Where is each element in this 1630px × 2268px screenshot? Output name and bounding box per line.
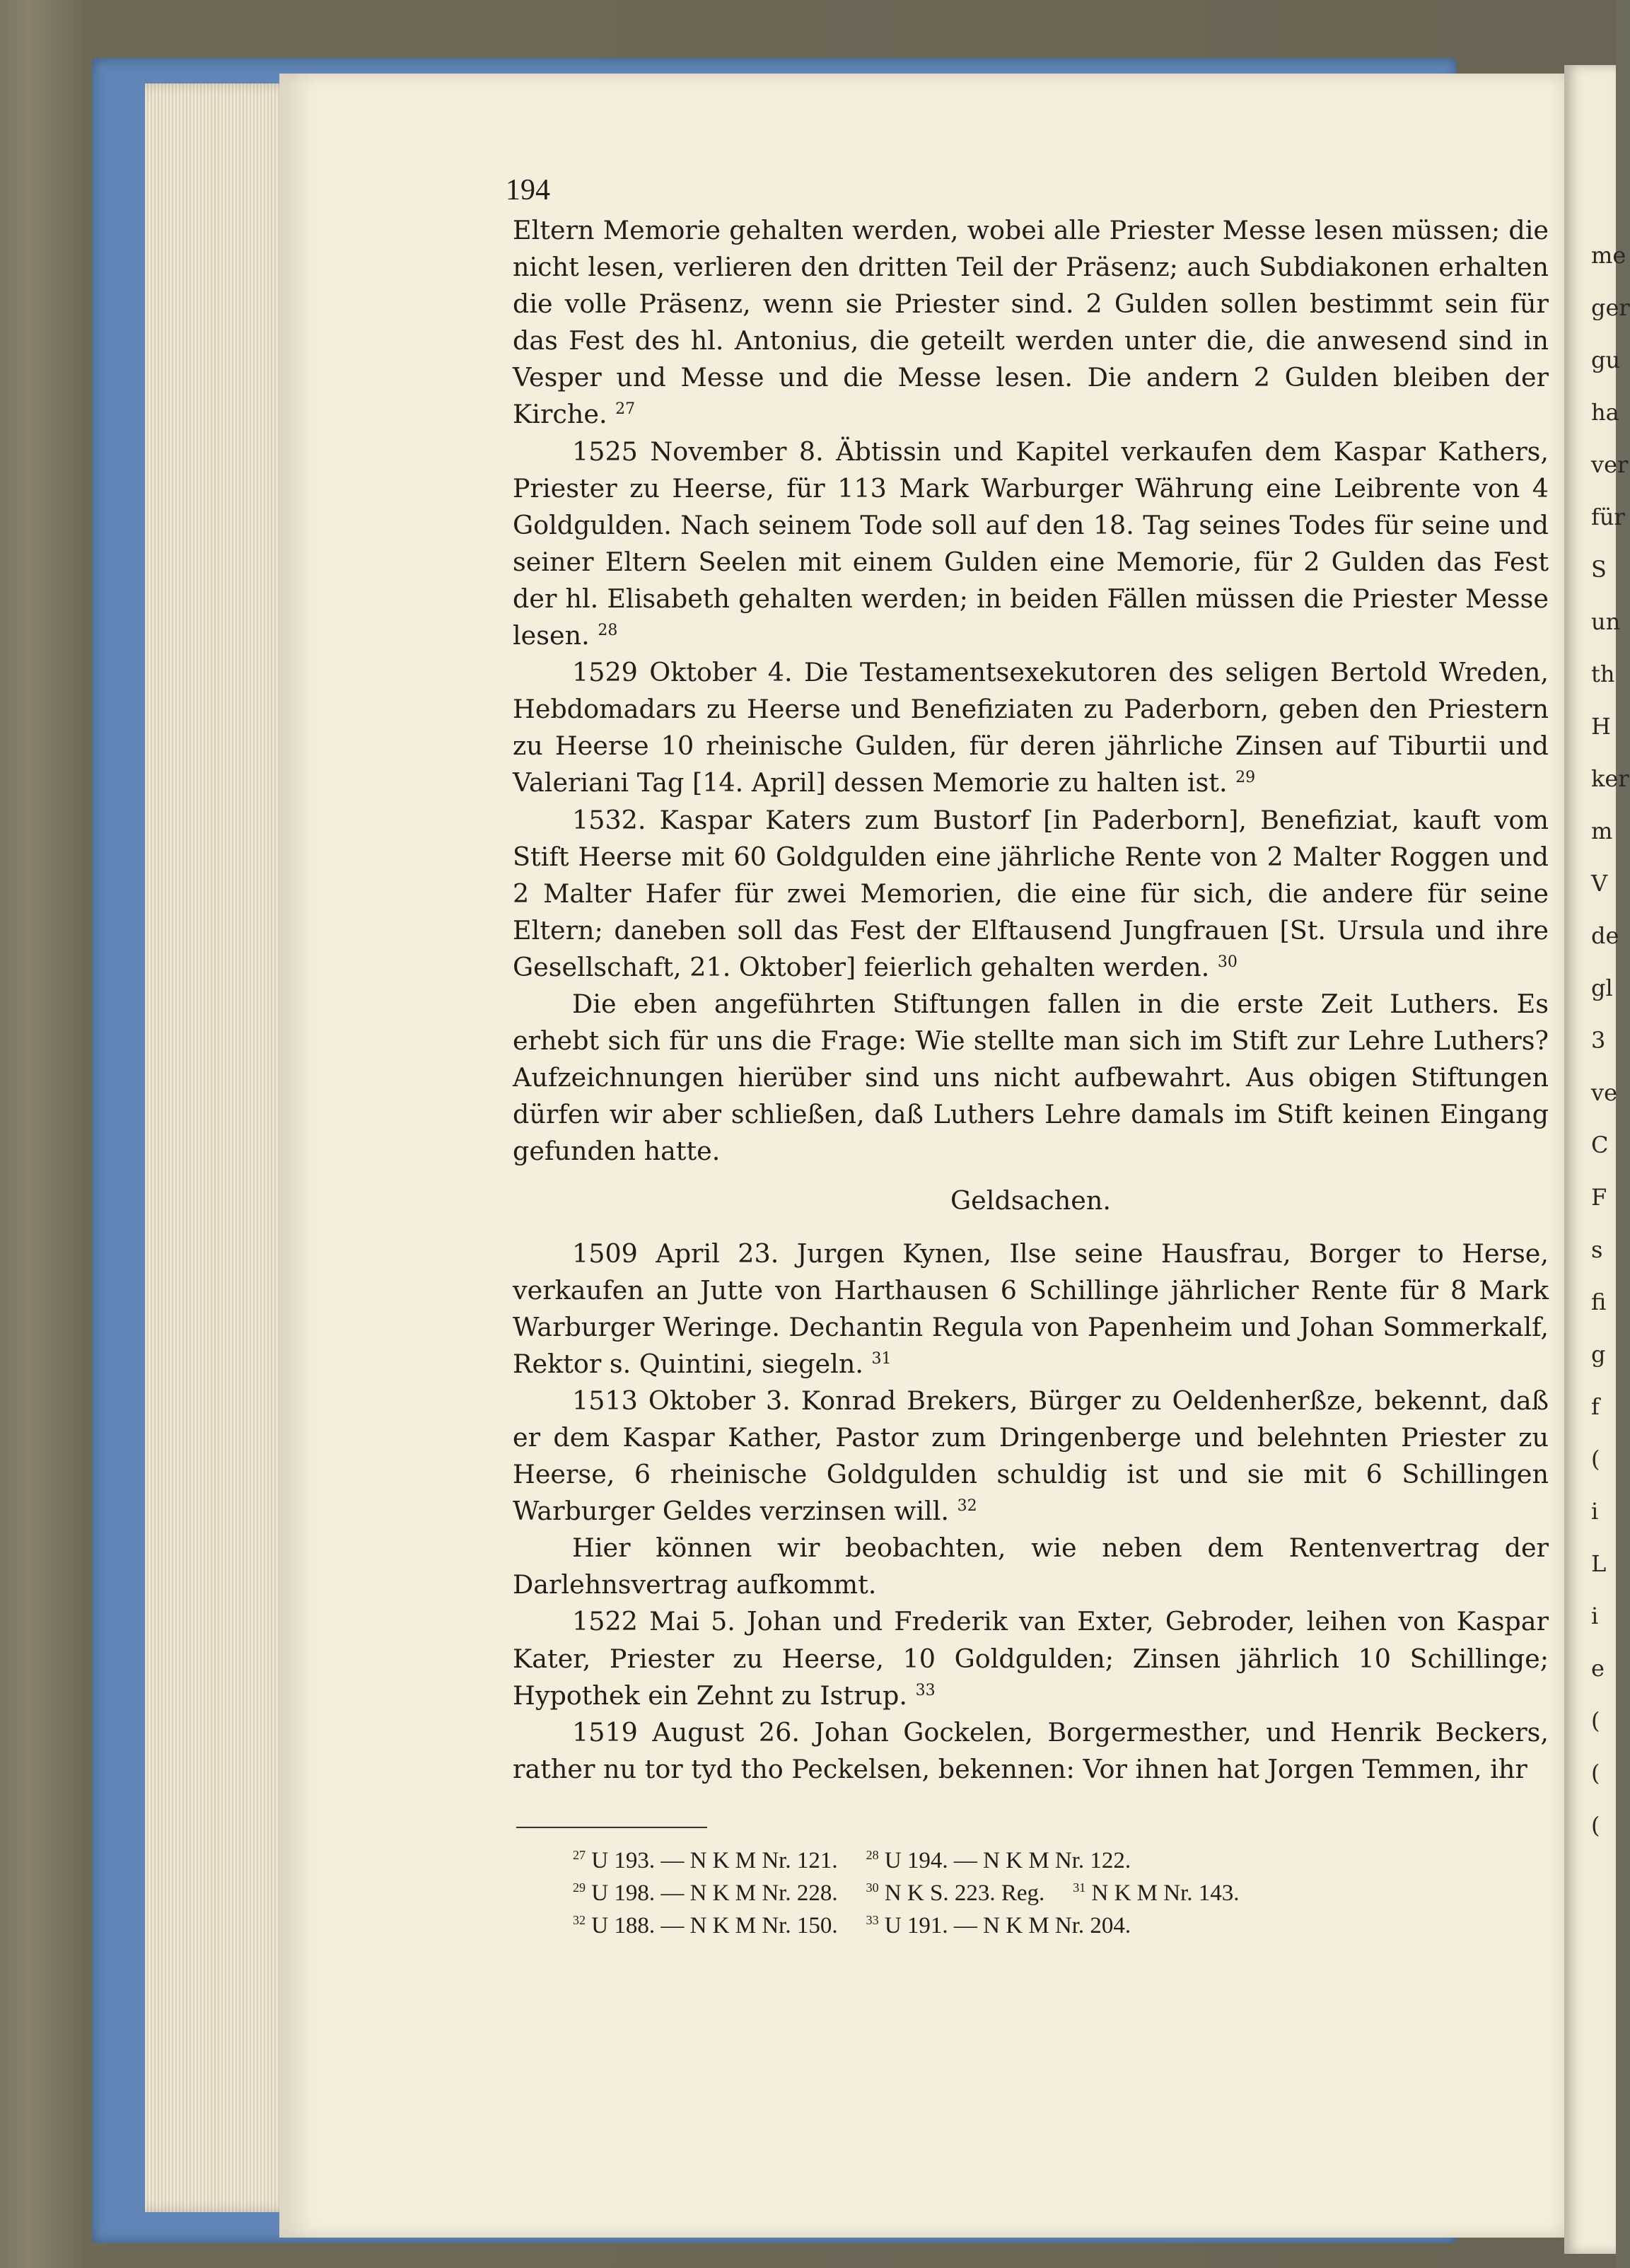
- facing-page-fragment: ha: [1591, 399, 1619, 426]
- page-edges: [145, 83, 301, 2212]
- footnote: [573, 1844, 838, 1877]
- footnote: [573, 1909, 838, 1942]
- footnote-row: [573, 1909, 1549, 1942]
- paragraph-text: 1509 April 23. Jurgen Kynen, Ilse seine Hausfrau, Borger to Herse, verkaufen an Jutte von Harthausen 6 Schillinge jährlicher Rente für 8 Mark Warburger Weringe. Dechantin Regula von Papenheim und Johan Sommerkalf, Rektor s. Quintini, siegeln.: [513, 1238, 1549, 1379]
- paragraph-text: Geldsachen.: [950, 1185, 1111, 1216]
- facing-page-fragment: m: [1591, 818, 1613, 844]
- footnote-row: [573, 1844, 1549, 1877]
- facing-page-fragment: e: [1591, 1655, 1605, 1682]
- facing-page-fragment: f: [1591, 1393, 1600, 1420]
- paragraph-text: 1529 Oktober 4. Die Testamentsexekutoren des seligen Bertold Wreden, Hebdomadars zu Heerse und Benefiziaten zu Paderborn, geben den Priestern zu Heerse 10 rheinische Gulden, für deren jährliche Zinsen auf Tiburtii und Valeriani Tag [14. April] dessen Memorie zu halten ist.: [513, 657, 1549, 798]
- footnote-text: N K M Nr. 143.: [1085, 1880, 1240, 1906]
- facing-page-fragment: 3: [1591, 1027, 1606, 1054]
- facing-page-fragment: (: [1591, 1446, 1600, 1472]
- footnote: [866, 1844, 1131, 1877]
- facing-page-fragment: g: [1591, 1341, 1606, 1368]
- facing-page-fragment: ker: [1591, 765, 1629, 792]
- facing-page-fragment: L: [1591, 1550, 1607, 1577]
- facing-page-fragment: i: [1591, 1603, 1599, 1629]
- paragraph: [513, 802, 1549, 986]
- facing-page-edge: [1564, 65, 1630, 2254]
- footnote-text: U 188. — N K M Nr. 150.: [586, 1913, 838, 1938]
- footnote-marker: 30: [1217, 953, 1238, 971]
- paragraph: [513, 1235, 1549, 1383]
- facing-page-fragment: V: [1591, 870, 1608, 897]
- facing-page-fragment: F: [1591, 1184, 1607, 1211]
- footnotes: [573, 1844, 1549, 1942]
- facing-page-fragment: ver: [1591, 451, 1629, 478]
- paragraph: [513, 1603, 1549, 1714]
- facing-page-fragment: fi: [1591, 1289, 1607, 1315]
- paragraph-text: 1519 August 26. Johan Gockelen, Borgermesther, und Henrik Beckers, rather nu tor tyd tho Peckelsen, bekennen: Vor ihnen hat Jorgen Temmen, ihr: [513, 1716, 1549, 1784]
- footnote-text: U 198. — N K M Nr. 228.: [586, 1880, 838, 1906]
- footnote: [866, 1909, 1131, 1942]
- footnote-number: 33: [866, 1913, 879, 1927]
- facing-page-fragment: (: [1591, 1707, 1600, 1734]
- main-text: [513, 212, 1549, 1788]
- footnote: [866, 1877, 1045, 1909]
- footnote-text: U 191. — N K M Nr. 204.: [878, 1913, 1131, 1938]
- paragraph: [513, 1383, 1549, 1530]
- facing-page-fragment: i: [1591, 1498, 1599, 1525]
- footnote-marker: 32: [957, 1497, 977, 1516]
- footnote: [573, 1877, 838, 1909]
- facing-page-fragment: de: [1591, 922, 1619, 949]
- paragraph-text: Hier können wir beobachten, wie neben dem Rentenvertrag der Darlehnsvertrag aufkommt.: [513, 1533, 1549, 1600]
- facing-page-fragment: S: [1591, 556, 1607, 583]
- paragraph: [513, 1714, 1549, 1788]
- facing-page-fragment: (: [1591, 1812, 1600, 1839]
- footnote-marker: 29: [1235, 769, 1256, 787]
- footnote-text: N K S. 223. Reg.: [878, 1880, 1045, 1906]
- facing-page-fragment: th: [1591, 661, 1615, 687]
- footnote-text: U 193. — N K M Nr. 121.: [586, 1848, 838, 1873]
- footnote-number: 32: [573, 1913, 586, 1927]
- paragraph-text: 1522 Mai 5. Johan und Frederik van Exter, Gebroder, leihen von Kaspar Kater, Priester zu Heerse, 10 Goldgulden; Zinsen jährlich 10 Schillinge; Hypothek ein Zehnt zu Istrup.: [513, 1606, 1549, 1711]
- facing-page-fragment: (: [1591, 1760, 1600, 1786]
- paragraph: [513, 212, 1549, 434]
- paragraph-text: 1525 November 8. Äbtissin und Kapitel verkaufen dem Kaspar Kathers, Priester zu Heerse, für 113 Mark Warburger Währung eine Leibrente von 4 Goldgulden. Nach seinem Tode soll auf den 18. Tag seines Todes für seine und seiner Eltern Seelen mit einem Gulden eine Memorie, für 2 Gulden das Fest der hl. Elisabeth gehalten werden; in beiden Fällen müssen die Priester Messe lesen.: [513, 436, 1549, 651]
- facing-page-fragment: me: [1591, 242, 1626, 269]
- footnote: [1073, 1877, 1239, 1909]
- footnote-rule: [516, 1827, 707, 1828]
- facing-page-fragment: H: [1591, 713, 1611, 740]
- footnote-number: 27: [573, 1848, 586, 1862]
- paragraph-text: Eltern Memorie gehalten werden, wobei alle Priester Messe lesen müssen; die nicht lesen, verlieren den dritten Teil der Präsenz; auch Subdiakonen erhalten die volle Präsenz, wenn sie Priester sind. 2 Gulden sollen bestimmt sein für das Fest des hl. Antonius, die geteilt werden unter die, die anwesend sind in Vesper und Messe und die Messe lesen. Die andern 2 Gulden bleiben der Kirche.: [513, 215, 1549, 430]
- page-number: 194: [506, 174, 550, 207]
- footnote-row: [573, 1877, 1549, 1909]
- paragraph-text: Die eben angeführten Stiftungen fallen in die erste Zeit Luthers. Es erhebt sich für uns die Frage: Wie stellte man sich im Stift zur Lehre Luthers? Aufzeichnungen hierüber sind uns nicht aufbewahrt. Aus obigen Stiftungen dürfen wir aber schließen, daß Luthers Lehre damals im Stift keinen Eingang gefunden hatte.: [513, 988, 1549, 1167]
- footnote-marker: 27: [615, 400, 636, 419]
- facing-page-fragment: für: [1591, 504, 1625, 530]
- paragraph: [513, 434, 1549, 655]
- footnote-text: U 194. — N K M Nr. 122.: [878, 1848, 1131, 1873]
- footnote-number: 29: [573, 1880, 586, 1895]
- footnote-number: 31: [1073, 1880, 1086, 1895]
- footnote-number: 28: [866, 1848, 879, 1862]
- paragraph: [513, 1530, 1549, 1603]
- footnote-marker: 28: [598, 621, 618, 639]
- paragraph: [513, 654, 1549, 801]
- facing-page-fragment: ger: [1591, 294, 1630, 321]
- footnote-marker: 31: [871, 1349, 892, 1368]
- facing-page-fragment: un: [1591, 608, 1621, 635]
- footnote-marker: 33: [915, 1681, 936, 1699]
- facing-page-fragment: s: [1591, 1236, 1603, 1263]
- facing-page-fragment: ve: [1591, 1079, 1618, 1106]
- section-heading: [513, 1182, 1549, 1219]
- paragraph-text: 1513 Oktober 3. Konrad Brekers, Bürger zu Oeldenherßze, bekennt, daß er dem Kaspar Kather, Pastor zum Dringenberge und belehnten Priester zu Heerse, 6 rheinische Goldgulden schuldig ist und sie mit 6 Schillingen Warburger Geldes verzinsen will.: [513, 1385, 1549, 1527]
- facing-page-fragment: gu: [1591, 347, 1621, 373]
- facing-page-fragment: gl: [1591, 975, 1613, 1001]
- footnote-number: 30: [866, 1880, 879, 1895]
- paragraph-text: 1532. Kaspar Katers zum Bustorf [in Paderborn], Benefiziat, kauft vom Stift Heerse mit 60 Goldgulden eine jährliche Rente von 2 Malter Roggen und 2 Malter Hafer für zwei Memorien, die eine für sich, die andere für seine Eltern; daneben soll das Fest der Elftausend Jungfrauen [St. Ursula und ihre Gesellschaft, 21. Oktober] feierlich gehalten werden.: [513, 804, 1549, 982]
- facing-page-fragment: C: [1591, 1132, 1609, 1158]
- paragraph: [513, 986, 1549, 1170]
